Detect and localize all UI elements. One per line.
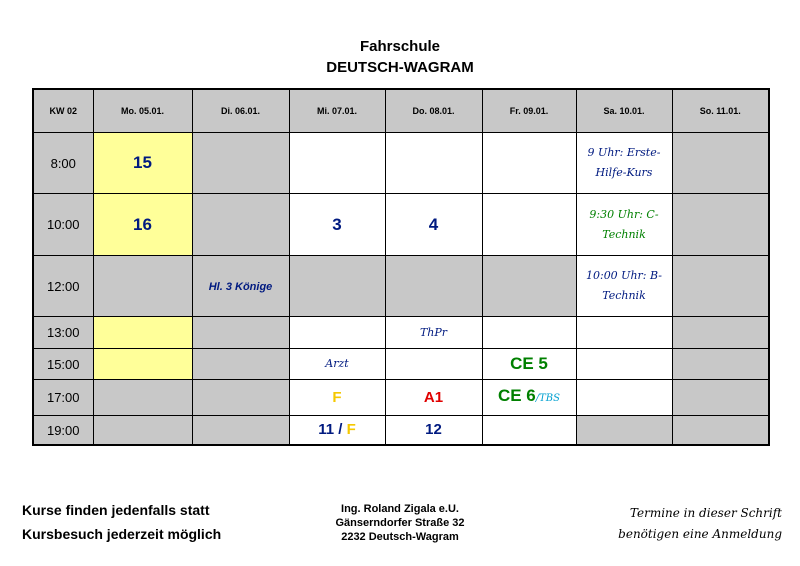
- course-note: 9 Uhr: Erste-Hilfe-Kurs: [587, 146, 661, 180]
- table-header-row: [33, 89, 769, 133]
- day-header: Mi. 07.01.: [289, 89, 385, 133]
- lesson-number: F: [332, 388, 342, 406]
- city-address: 2232 Deutsch-Wagram: [341, 531, 459, 543]
- day-header: Sa. 10.01.: [576, 89, 672, 133]
- schedule-cell: [482, 255, 576, 316]
- holiday-label: Hl. 3 Könige: [208, 281, 273, 294]
- schedule-cell: [93, 348, 192, 379]
- table-row: [33, 348, 769, 379]
- time-cell: 17:00: [33, 380, 93, 416]
- schedule-cell: [385, 255, 482, 316]
- schedule-cell: [576, 255, 672, 316]
- schedule-cell: [192, 416, 289, 445]
- lesson-number: 11: [318, 421, 335, 439]
- table-row: [33, 317, 769, 348]
- lesson-number: 3: [332, 214, 342, 234]
- schedule-cell: [93, 255, 192, 316]
- note-line: Termine in dieser Schrift: [629, 506, 782, 520]
- schedule-cell: [482, 416, 576, 445]
- schedule-cell: [192, 317, 289, 348]
- lesson-number: 12: [425, 421, 442, 439]
- schedule-cell: [192, 194, 289, 255]
- schedule-cell: [482, 194, 576, 255]
- table-row: [33, 255, 769, 316]
- address-block: [300, 502, 500, 544]
- school-location: DEUTSCH-WAGRAM: [326, 59, 474, 76]
- time-cell: 8:00: [33, 133, 93, 194]
- schedule-cell: [482, 133, 576, 194]
- lesson-number: 4: [428, 214, 439, 234]
- school-header: [0, 36, 800, 78]
- registration-note: [618, 503, 782, 545]
- schedule-cell: [289, 416, 385, 445]
- info-line: Kursbesuch jederzeit möglich: [22, 526, 222, 542]
- schedule-cell: [576, 416, 672, 445]
- schedule-cell: [93, 317, 192, 348]
- table-row: [33, 380, 769, 416]
- schedule-cell: [289, 317, 385, 348]
- street-address: Gänserndorfer Straße 32: [335, 517, 465, 529]
- schedule-cell: [289, 380, 385, 416]
- schedule-cell: [385, 194, 482, 255]
- schedule-cell: [385, 348, 482, 379]
- time-cell: 13:00: [33, 317, 93, 348]
- day-header: So. 11.01.: [672, 89, 769, 133]
- schedule-cell: [192, 380, 289, 416]
- schedule-cell: [672, 194, 769, 255]
- lesson-number: 16: [133, 214, 152, 234]
- week-label: KW 02: [33, 89, 93, 133]
- lesson-number: CE 6: [497, 386, 536, 406]
- schedule-cell: [482, 380, 576, 416]
- schedule-cell: [93, 133, 192, 194]
- course-note: 10:00 Uhr: B-Technik: [585, 269, 663, 303]
- lesson-number: CE 5: [510, 354, 548, 374]
- table-row: [33, 194, 769, 255]
- course-note: 9:30 Uhr: C-Technik: [589, 207, 659, 241]
- schedule-cell: [482, 348, 576, 379]
- schedule-cell: [289, 255, 385, 316]
- lesson-number: 15: [133, 153, 152, 173]
- company-name: Ing. Roland Zigala e.U.: [341, 503, 459, 515]
- schedule-cell: [576, 380, 672, 416]
- time-cell: 12:00: [33, 255, 93, 316]
- time-cell: 10:00: [33, 194, 93, 255]
- schedule-cell: [672, 133, 769, 194]
- schedule-cell: [192, 133, 289, 194]
- schedule-cell: [672, 255, 769, 316]
- separator: /: [334, 421, 347, 439]
- day-header: Mo. 05.01.: [93, 89, 192, 133]
- course-note: ThPr: [419, 325, 448, 339]
- course-note: /TBS: [535, 393, 561, 405]
- schedule-cell: [289, 194, 385, 255]
- school-title: Fahrschule: [359, 38, 441, 55]
- schedule-cell: [385, 416, 482, 445]
- schedule-cell: [192, 348, 289, 379]
- schedule-cell: [672, 317, 769, 348]
- schedule-cell: [385, 133, 482, 194]
- note-line: benötigen eine Anmeldung: [618, 527, 782, 541]
- lesson-number: F: [346, 421, 356, 439]
- table-row: [33, 416, 769, 445]
- schedule-cell: [482, 317, 576, 348]
- schedule-cell: [576, 348, 672, 379]
- schedule-cell: [576, 317, 672, 348]
- schedule-cell: [93, 194, 192, 255]
- course-info: [22, 498, 221, 546]
- time-cell: 15:00: [33, 348, 93, 379]
- day-header: Fr. 09.01.: [482, 89, 576, 133]
- lesson-number: A1: [423, 388, 444, 406]
- schedule-cell: [385, 317, 482, 348]
- table-row: [33, 133, 769, 194]
- schedule-cell: [672, 380, 769, 416]
- schedule-cell: [576, 133, 672, 194]
- schedule-cell: [289, 133, 385, 194]
- schedule-cell: [672, 416, 769, 445]
- schedule-cell: [576, 194, 672, 255]
- schedule-cell: [289, 348, 385, 379]
- day-header: Do. 08.01.: [385, 89, 482, 133]
- schedule-cell: [672, 348, 769, 379]
- time-cell: 19:00: [33, 416, 93, 445]
- schedule-cell: [93, 380, 192, 416]
- info-line: Kurse finden jedenfalls statt: [22, 502, 210, 518]
- day-header: Di. 06.01.: [192, 89, 289, 133]
- schedule-cell: [192, 255, 289, 316]
- course-note: Arzt: [325, 357, 349, 371]
- weekly-schedule-table: [32, 88, 770, 446]
- schedule-cell: [385, 380, 482, 416]
- schedule-cell: [93, 416, 192, 445]
